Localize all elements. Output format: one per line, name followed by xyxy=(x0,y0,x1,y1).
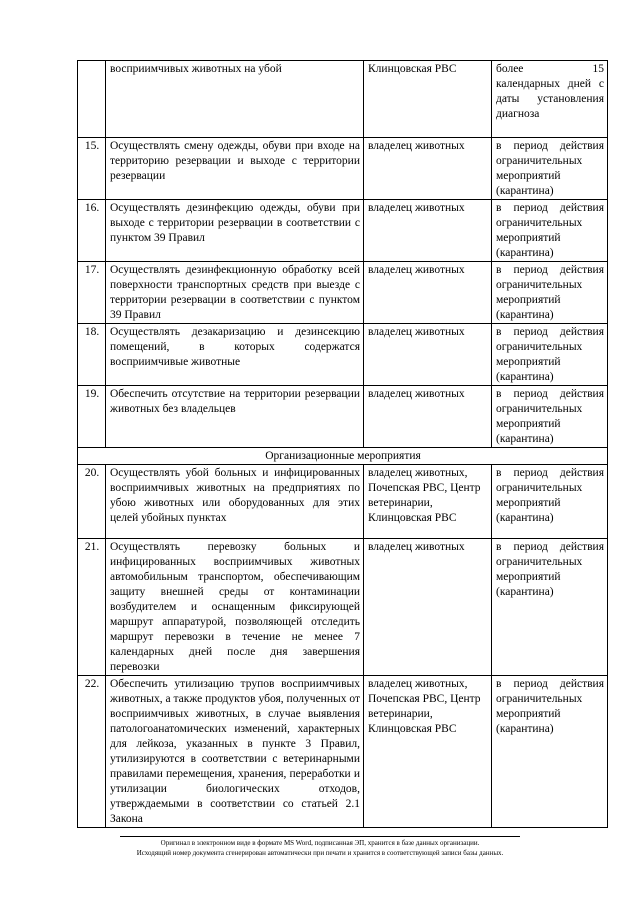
row-term-cell: в период действия ограничительных мероприятий (карантина) xyxy=(492,200,608,262)
footer-divider xyxy=(120,836,520,837)
measures-table-body xyxy=(78,61,608,828)
row-number-cell xyxy=(78,61,106,138)
table-row xyxy=(78,138,608,200)
row-number-cell: 19. xyxy=(78,386,106,448)
row-action-cell: Осуществлять смену одежды, обуви при входе на территорию резервации и выходе с территории резервации xyxy=(106,138,364,200)
measures-table xyxy=(77,60,608,828)
row-number-cell: 20. xyxy=(78,465,106,539)
table-row xyxy=(78,324,608,386)
row-responsible-cell: владелец животных xyxy=(364,386,492,448)
row-action-cell: восприимчивых животных на убой xyxy=(106,61,364,138)
row-responsible-cell: владелец животных, Почепская РВС, Центр ветеринарии, Клинцовская РВС xyxy=(364,676,492,828)
row-number-cell: 16. xyxy=(78,200,106,262)
table-row xyxy=(78,386,608,448)
table-row-continued xyxy=(78,61,608,138)
section-header-row xyxy=(78,448,608,465)
table-row xyxy=(78,262,608,324)
table-row xyxy=(78,465,608,539)
row-number-cell: 17. xyxy=(78,262,106,324)
row-term-cell: в период действия ограничительных мероприятий (карантина) xyxy=(492,465,608,539)
row-responsible-cell: владелец животных, Почепская РВС, Центр ветеринарии, Клинцовская РВС xyxy=(364,465,492,539)
row-number-cell: 18. xyxy=(78,324,106,386)
row-number-cell: 22. xyxy=(78,676,106,828)
row-responsible-cell: владелец животных xyxy=(364,200,492,262)
row-number-cell: 15. xyxy=(78,138,106,200)
row-action-cell: Обеспечить утилизацию трупов восприимчивых животных, а также продуктов убоя, полученных от восприимчивых животных, в случае выявления патологоанатомических изменений, характерных для лейкоза, указанных в пункте 3 Правил, утилизируются в соответствии с ветеринарными правилами перемещения, хранения, переработки и утилизации биологических отходов, утверждаемыми в соответствии со статьей 2.1 Закона xyxy=(106,676,364,828)
section-title: Организационные мероприятия xyxy=(78,448,608,465)
table-row xyxy=(78,539,608,676)
row-action-cell: Осуществлять дезинфекцию одежды, обуви при выходе с территории резервации в соответствии с пунктом 39 Правил xyxy=(106,200,364,262)
table-row xyxy=(78,676,608,828)
row-term-cell: в период действия ограничительных мероприятий (карантина) xyxy=(492,539,608,676)
row-term-cell: в период действия ограничительных мероприятий (карантина) xyxy=(492,676,608,828)
footer-line-1: Оригинал в электронном виде в формате MS Word, подписанная ЭП, хранится в базе данных организации. xyxy=(160,839,480,847)
page-footer xyxy=(0,838,640,858)
row-action-cell: Осуществлять убой больных и инфицированных восприимчивых животных на предприятиях по убою животных или оборудованных для этих целей убойных пунктах xyxy=(106,465,364,539)
row-responsible-cell: Клинцовская РВС xyxy=(364,61,492,138)
row-action-cell: Осуществлять дезинфекционную обработку всей поверхности транспортных средств при выезде с территории резервации в соответствии с пунктом 39 Правил xyxy=(106,262,364,324)
row-term-cell: в период действия ограничительных мероприятий (карантина) xyxy=(492,262,608,324)
row-number-cell: 21. xyxy=(78,539,106,676)
row-action-cell: Осуществлять перевозку больных и инфицированных восприимчивых животных автомобильным транспортом, обеспечивающим защиту внешней среды от контаминации возбудителем и оснащенным фиксирующей маршрут аппаратурой, позволяющей отследить маршрут перевозки в течение не менее 7 календарных дней после дня завершения перевозки xyxy=(106,539,364,676)
row-term-cell: более 15 календарных дней с даты установления диагноза xyxy=(492,61,608,138)
row-term-cell: в период действия ограничительных мероприятий (карантина) xyxy=(492,386,608,448)
row-responsible-cell: владелец животных xyxy=(364,539,492,676)
row-term-cell: в период действия ограничительных мероприятий (карантина) xyxy=(492,138,608,200)
row-responsible-cell: владелец животных xyxy=(364,262,492,324)
row-term-cell: в период действия ограничительных мероприятий (карантина) xyxy=(492,324,608,386)
row-responsible-cell: владелец животных xyxy=(364,138,492,200)
row-responsible-cell: владелец животных xyxy=(364,324,492,386)
footer-line-2: Исходящий номер документа сгенерирован автоматически при печати и хранится в соответствующей записи базы данных. xyxy=(136,849,504,857)
row-action-cell: Осуществлять дезакаризацию и дезинсекцию помещений, в которых содержатся восприимчивые животные xyxy=(106,324,364,386)
row-action-cell: Обеспечить отсутствие на территории резервации животных без владельцев xyxy=(106,386,364,448)
table-row xyxy=(78,200,608,262)
